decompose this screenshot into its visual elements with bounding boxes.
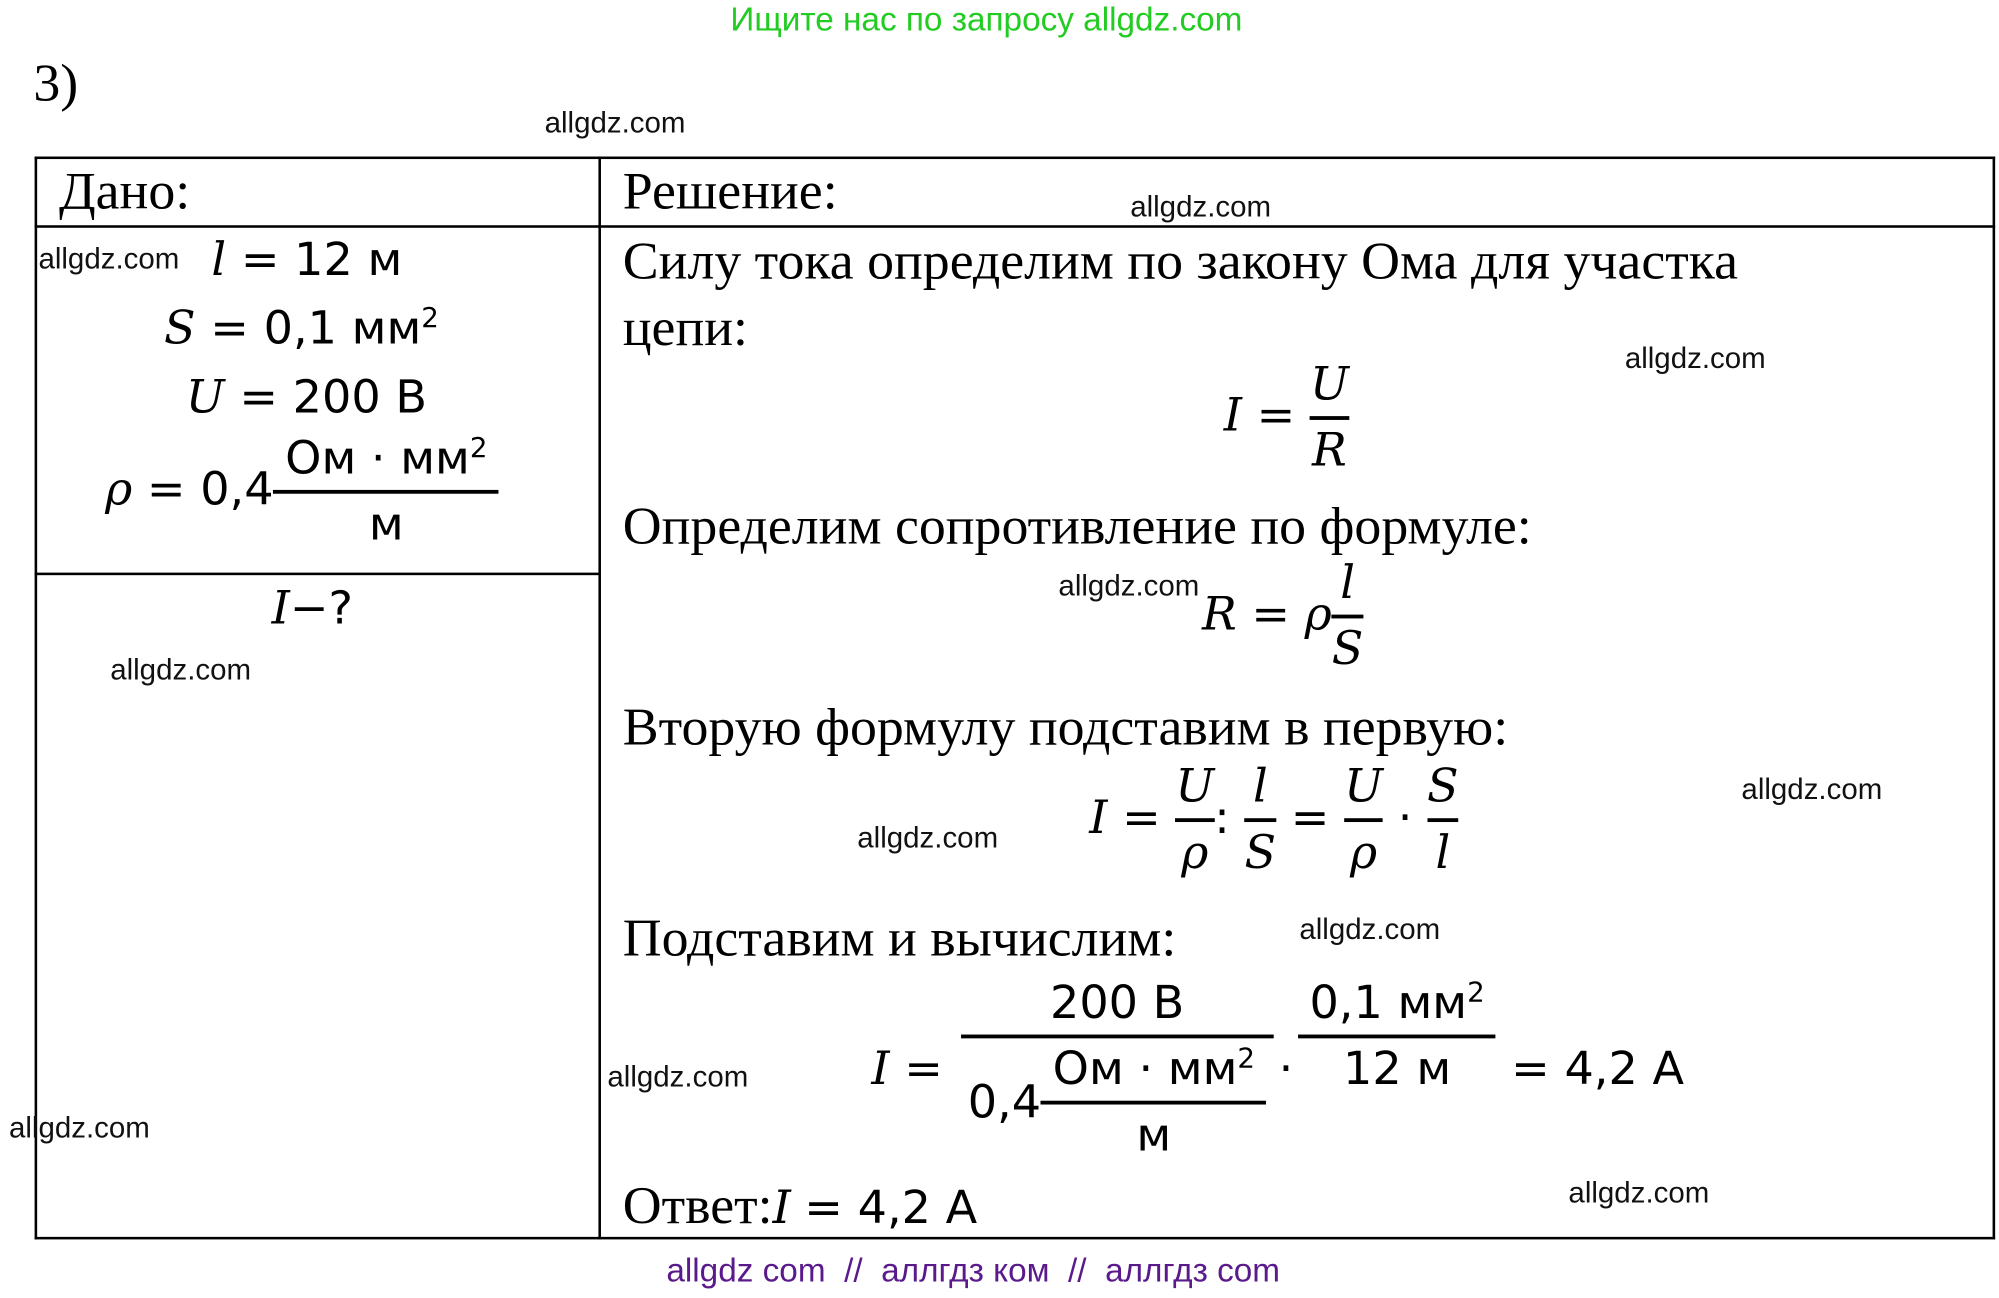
watermark: allgdz.com bbox=[607, 1059, 749, 1094]
watermark: allgdz.com bbox=[1130, 189, 1272, 223]
answer: Ответ:I = 4,2 А bbox=[622, 1177, 978, 1236]
table-header-divider bbox=[35, 225, 1996, 228]
given-resistivity: ρ = 0,4 $\frac{Ом \cdot мм^2}{м}$ bbox=[105, 433, 499, 551]
promo-banner: Ищите нас по запросу allgdz.com bbox=[730, 0, 1243, 39]
formula-resistance: R = ρ $\frac{l}{S}$ bbox=[1201, 557, 1364, 676]
formula-substitution: I = $\frac{U}{\rho}$ : $\frac{l}{S}$ = $\frac{U}{\rho}$ · $\frac{S}{l}$ bbox=[1089, 760, 1459, 880]
table-border-left bbox=[35, 157, 38, 1240]
table-border-bottom bbox=[35, 1237, 1996, 1240]
watermark: allgdz.com bbox=[544, 105, 686, 139]
given-title: Дано: bbox=[58, 162, 191, 222]
footer-links[interactable]: allgdz com // аллгдз ком // аллгдз com bbox=[666, 1250, 1281, 1290]
watermark: allgdz.com bbox=[110, 652, 252, 686]
given-area: S = 0,1 $мм^2$ bbox=[164, 302, 439, 356]
watermark: allgdz.com bbox=[1741, 772, 1883, 806]
watermark: allgdz.com bbox=[1299, 912, 1441, 946]
given-voltage: U = 200 В bbox=[185, 371, 428, 424]
solution-line-5: Подставим и вычислим: bbox=[622, 909, 1177, 969]
watermark: allgdz.com bbox=[38, 241, 180, 275]
solution-line-4: Вторую формулу подставим в первую: bbox=[622, 698, 1509, 758]
table-border-top bbox=[35, 157, 1996, 160]
watermark: allgdz.com bbox=[857, 820, 999, 854]
given-find-divider bbox=[35, 573, 600, 576]
solution-line-3: Определим сопротивление по формуле: bbox=[622, 497, 1532, 557]
watermark: allgdz.com bbox=[1624, 341, 1766, 375]
solution-line-1: Силу тока определим по закону Ома для участка bbox=[622, 232, 1738, 292]
watermark: allgdz.com bbox=[1058, 568, 1200, 602]
formula-ohm: I = $\frac{U}{R}$ bbox=[1223, 358, 1349, 478]
given-length: l = 12 м bbox=[211, 234, 403, 287]
watermark: allgdz.com bbox=[1568, 1175, 1710, 1209]
problem-number: 3) bbox=[33, 54, 79, 114]
formula-calculation: I = 200 В 0,4 $\frac{Ом \cdot мм^2}{м}$ · $\frac{0,1 мм^2}{12 м}$ = 4,2 А bbox=[871, 977, 1685, 1162]
solution-line-2: цепи: bbox=[622, 299, 749, 358]
table-column-divider bbox=[598, 157, 601, 1240]
solution-title: Решение: bbox=[622, 162, 838, 222]
find-current: I−? bbox=[271, 582, 354, 635]
table-border-right bbox=[1993, 157, 1996, 1240]
watermark: allgdz.com bbox=[8, 1110, 150, 1144]
